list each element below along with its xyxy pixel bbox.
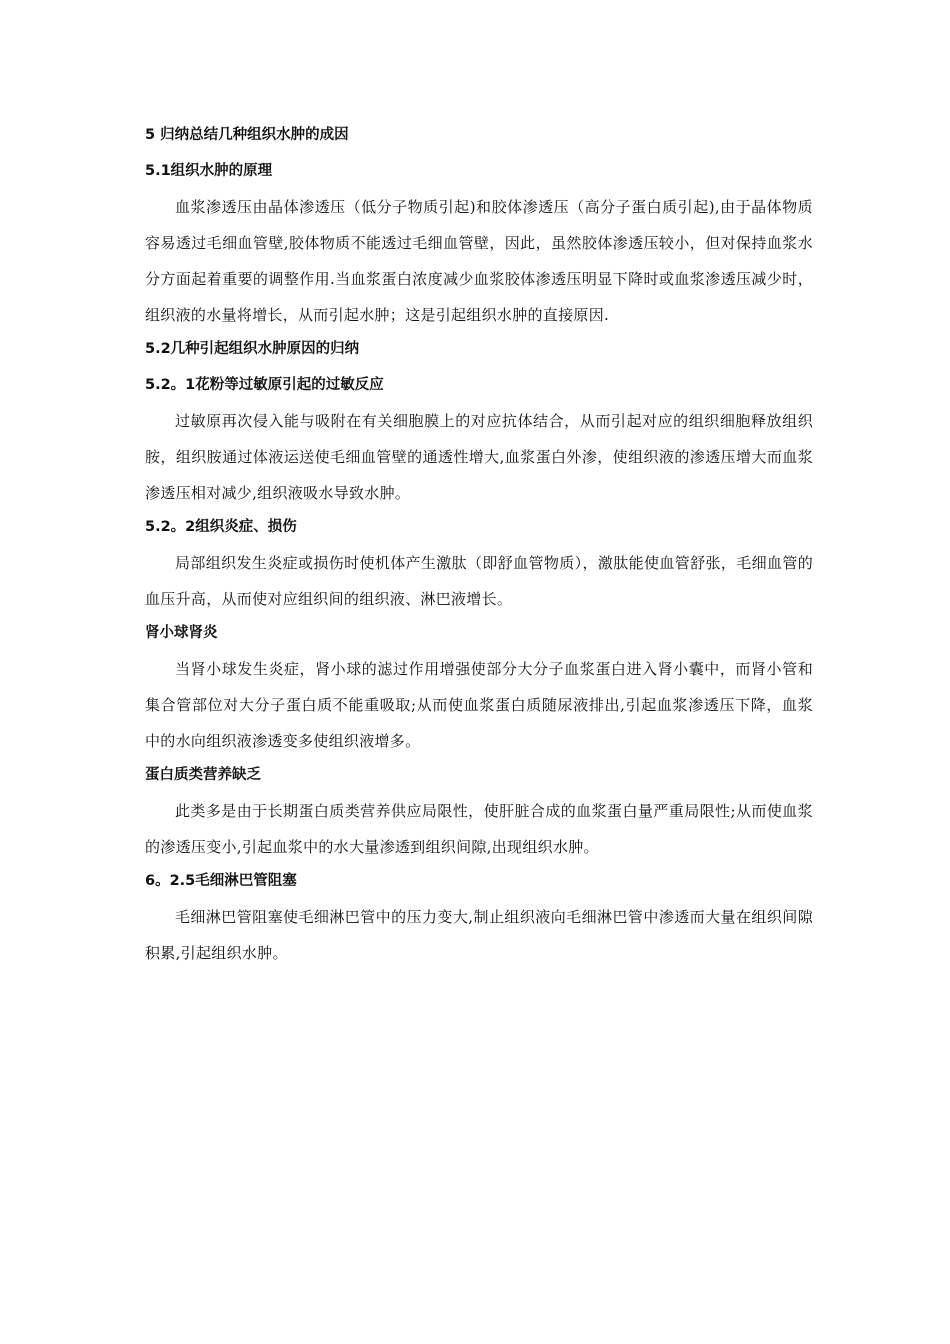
paragraph-5-1: 血浆渗透压由晶体渗透压（低分子物质引起)和胶体渗透压（高分子蛋白质引起),由于晶体物质容易透过毛细血管壁,胶体物质不能透过毛细血管壁，因此，虽然胶体渗透压较小，但对保持血浆水分方面起着重要的调整作用.当血浆蛋白浓度减少血浆胶体渗透压明显下降时或血浆渗透压减少时，组织液的水量将增长，从而引起水肿；这是引起组织水肿的直接原因.: [145, 198, 813, 324]
section-heading-protein: 蛋白质类营养缺乏: [145, 767, 261, 783]
section-heading-6-2-5: 6。2.5毛细淋巴管阻塞: [145, 873, 297, 889]
section-heading-5-2: 5.2几种引起组织水肿原因的归纳: [145, 341, 360, 357]
paragraph-5-2-2: 局部组织发生炎症或损伤时使机体产生激肽（即舒血管物质），激肽能使血管舒张，毛细血管的血压升高，从而使对应组织间的组织液、淋巴液增长。: [145, 554, 813, 608]
document-page: [145, 124, 813, 976]
section-heading-kidney: 肾小球肾炎: [145, 625, 218, 641]
paragraph-5-2-1: 过敏原再次侵入能与吸附在有关细胞膜上的对应抗体结合，从而引起对应的组织细胞释放组织胺，组织胺通过体液运送使毛细血管壁的通透性增大,血浆蛋白外渗，使组织液的渗透压增大而血浆渗透压相对减少,组织液吸水导致水肿。: [145, 412, 813, 502]
section-heading-5: 5 归纳总结几种组织水肿的成因: [145, 127, 349, 143]
paragraph-kidney: 当肾小球发生炎症，肾小球的滤过作用增强使部分大分子血浆蛋白进入肾小囊中，而肾小管和集合管部位对大分子蛋白质不能重吸取;从而使血浆蛋白质随尿液排出,引起血浆渗透压下降，血浆中的水向组织液渗透变多使组织液增多。: [145, 660, 813, 750]
paragraph-6-2-5: 毛细淋巴管阻塞使毛细淋巴管中的压力变大,制止组织液向毛细淋巴管中渗透而大量在组织间隙积累,引起组织水肿。: [145, 908, 813, 962]
section-heading-5-1: 5.1组织水肿的原理: [145, 163, 273, 179]
paragraph-protein: 此类多是由于长期蛋白质类营养供应局限性，使肝脏合成的血浆蛋白量严重局限性;从而使血浆的渗透压变小,引起血浆中的水大量渗透到组织间隙,出现组织水肿。: [145, 802, 813, 856]
section-heading-5-2-1: 5.2。1花粉等过敏原引起的过敏反应: [145, 377, 384, 393]
section-heading-5-2-2: 5.2。2组织炎症、损伤: [145, 519, 297, 535]
